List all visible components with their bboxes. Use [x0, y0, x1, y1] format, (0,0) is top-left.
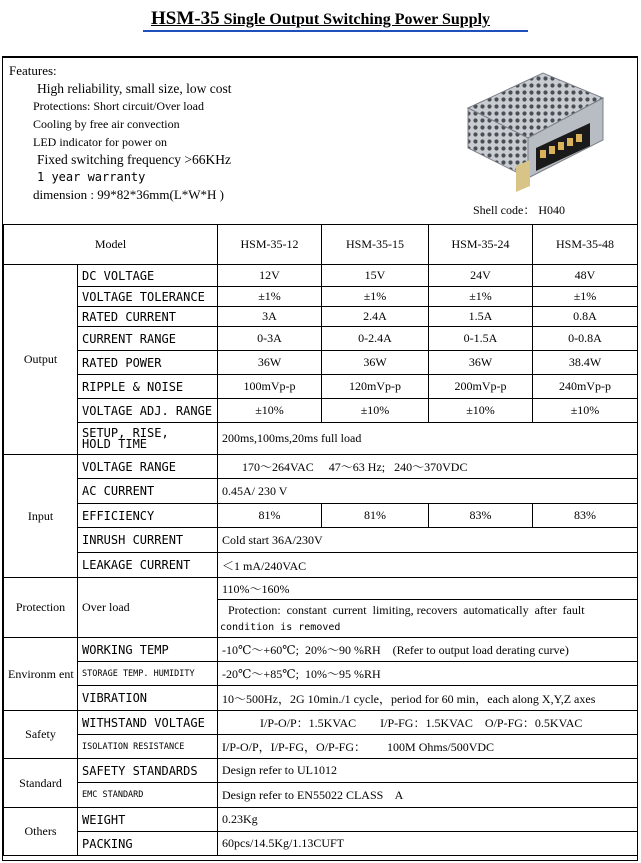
table-cell: 120mVp-p [322, 375, 429, 399]
table-header-row [4, 225, 638, 265]
param-working-temp: WORKING TEMP [78, 638, 218, 662]
table-cell: 81% [218, 504, 322, 528]
table-row [4, 351, 638, 375]
param-rated-power: RATED POWER [78, 351, 218, 375]
param-inrush-current: INRUSH CURRENT [78, 528, 218, 553]
title-description: Single Output Switching Power Supply [219, 11, 491, 28]
param-setup-rise-hold [78, 423, 218, 455]
group-others: Others [4, 808, 78, 856]
param-line: SETUP, RISE, [82, 425, 169, 440]
param-voltage-range: VOLTAGE RANGE [78, 455, 218, 479]
table-cell: 170～264VAC 47～63 Hz; 240～370VDC [218, 455, 638, 479]
param-storage-temp-humidity: STORAGE TEMP. HUMIDITY [78, 662, 218, 686]
table-row [4, 479, 638, 504]
param-ripple-noise: RIPPLE & NOISE [78, 375, 218, 399]
param-voltage-adj-range: VOLTAGE ADJ. RANGE [78, 399, 218, 423]
table-cell: ±1% [322, 287, 429, 307]
model-12: HSM-35-12 [218, 225, 322, 265]
table-cell: 83% [533, 504, 638, 528]
feature-item: LED indicator for power on [33, 135, 167, 149]
model-15: HSM-35-15 [322, 225, 429, 265]
feature-item: Cooling by free air convection [33, 117, 180, 131]
table-cell: 81% [322, 504, 429, 528]
table-row [4, 832, 638, 856]
param-leakage-current: LEAKAGE CURRENT [78, 553, 218, 578]
table-cell: 240mVp-p [533, 375, 638, 399]
features-section [3, 58, 637, 224]
table-row [4, 578, 638, 600]
table-row [4, 375, 638, 399]
table-cell: Design refer to UL1012 [218, 759, 638, 783]
group-input: Input [4, 455, 78, 578]
table-cell: 0-3A [218, 327, 322, 351]
model-48: HSM-35-48 [533, 225, 638, 265]
table-cell: -20℃～+85℃; 10%～95 %RH [218, 662, 638, 686]
feature-item: 1 year warranty [37, 170, 146, 184]
group-safety: Safety [4, 711, 78, 759]
param-current-range: CURRENT RANGE [78, 327, 218, 351]
table-cell: 0.23Kg [218, 808, 638, 832]
page-title [0, 8, 641, 30]
param-ac-current: AC CURRENT [78, 479, 218, 504]
table-row [4, 662, 638, 686]
table-cell: 12V [218, 265, 322, 287]
param-vibration: VIBRATION [78, 686, 218, 711]
table-cell: 0.8A [533, 307, 638, 327]
table-cell: 0.45A/ 230 V [218, 479, 638, 504]
protection-line: Protection: constant current limiting, recovers automatically after fault [228, 602, 585, 617]
table-cell: 83% [429, 504, 533, 528]
table-row [4, 686, 638, 711]
param-line: HOLD TIME [82, 436, 148, 451]
param-dc-voltage: DC VOLTAGE [78, 265, 218, 287]
table-cell: 2.4A [322, 307, 429, 327]
title-underline [143, 30, 528, 32]
table-cell: 38.4W [533, 351, 638, 375]
table-cell: 0-1.5A [429, 327, 533, 351]
power-supply-image [458, 68, 608, 193]
table-row [4, 783, 638, 808]
table-cell: ±1% [533, 287, 638, 307]
param-over-load: Over load [78, 578, 218, 638]
table-cell: 0-0.8A [533, 327, 638, 351]
table-cell: ±10% [533, 399, 638, 423]
table-cell: 1.5A [429, 307, 533, 327]
table-row [4, 528, 638, 553]
table-cell: 36W [218, 351, 322, 375]
model-label: Model [4, 225, 218, 265]
feature-item: High reliability, small size, low cost [37, 81, 232, 96]
table-row [4, 759, 638, 783]
feature-item: Protections: Short circuit/Over load [33, 99, 204, 113]
param-weight: WEIGHT [78, 808, 218, 832]
table-cell: 60pcs/14.5Kg/1.13CUFT [218, 832, 638, 856]
title-model: HSM-35 [150, 8, 220, 29]
table-cell: 3A [218, 307, 322, 327]
param-voltage-tolerance: VOLTAGE TOLERANCE [78, 287, 218, 307]
group-protection: Protection [4, 578, 78, 638]
table-cell: 48V [533, 265, 638, 287]
table-cell: 36W [322, 351, 429, 375]
group-environment: Environm ent [4, 638, 78, 711]
spec-sheet [2, 56, 638, 861]
param-withstand-voltage: WITHSTAND VOLTAGE [78, 711, 218, 735]
param-isolation-resistance: ISOLATION RESISTANCE [78, 735, 218, 759]
shell-code: Shell code： H040 [473, 203, 565, 217]
table-cell: ＜1 mA/240VAC [218, 553, 638, 578]
features-heading: Features: [9, 63, 57, 78]
table-row [4, 423, 638, 455]
table-row [4, 553, 638, 578]
table-cell: 200mVp-p [429, 375, 533, 399]
table-cell: Design refer to EN55022 CLASS A [218, 783, 638, 808]
table-cell: 100mVp-p [218, 375, 322, 399]
table-cell: Cold start 36A/230V [218, 528, 638, 553]
table-row [4, 638, 638, 662]
table-cell: 0-2.4A [322, 327, 429, 351]
table-cell: 36W [429, 351, 533, 375]
table-cell: ±10% [429, 399, 533, 423]
table-row [4, 287, 638, 307]
param-rated-current: RATED CURRENT [78, 307, 218, 327]
table-cell: ±10% [322, 399, 429, 423]
table-cell: 10～500Hz，2G 10min./1 cycle，period for 60 min，each along X,Y,Z axes [218, 686, 638, 711]
table-row [4, 265, 638, 287]
group-standard: Standard [4, 759, 78, 808]
param-safety-standards: SAFETY STANDARDS [78, 759, 218, 783]
table-cell: -10℃～+60℃; 20%～90 %RH (Refer to output load derating curve) [218, 638, 638, 662]
table-cell: 110%～160% [218, 578, 638, 600]
table-row [4, 327, 638, 351]
table-row [4, 504, 638, 528]
table-cell: ±1% [429, 287, 533, 307]
protection-line: condition is removed [220, 621, 341, 633]
table-row [4, 455, 638, 479]
feature-item: Fixed switching frequency >66KHz [37, 152, 231, 167]
param-efficiency: EFFICIENCY [78, 504, 218, 528]
table-cell: I/P-O/P，I/P-FG，O/P-FG： 100M Ohms/500VDC [218, 735, 638, 759]
group-output: Output [4, 265, 78, 455]
table-row [4, 735, 638, 759]
table-cell: 24V [429, 265, 533, 287]
table-row [4, 711, 638, 735]
table-cell: 200ms,100ms,20ms full load [218, 423, 638, 455]
table-cell: 15V [322, 265, 429, 287]
table-row [4, 399, 638, 423]
table-row [4, 307, 638, 327]
table-row [4, 808, 638, 832]
protection-description [218, 600, 638, 638]
table-cell: ±1% [218, 287, 322, 307]
param-emc-standard: EMC STANDARD [78, 783, 218, 808]
model-24: HSM-35-24 [429, 225, 533, 265]
table-cell: I/P-O/P：1.5KVAC I/P-FG：1.5KVAC O/P-FG：0.5KVAC [218, 711, 638, 735]
feature-item: dimension : 99*82*36mm(L*W*H ) [33, 187, 225, 202]
param-packing: PACKING [78, 832, 218, 856]
spec-table [3, 224, 638, 856]
table-cell: ±10% [218, 399, 322, 423]
